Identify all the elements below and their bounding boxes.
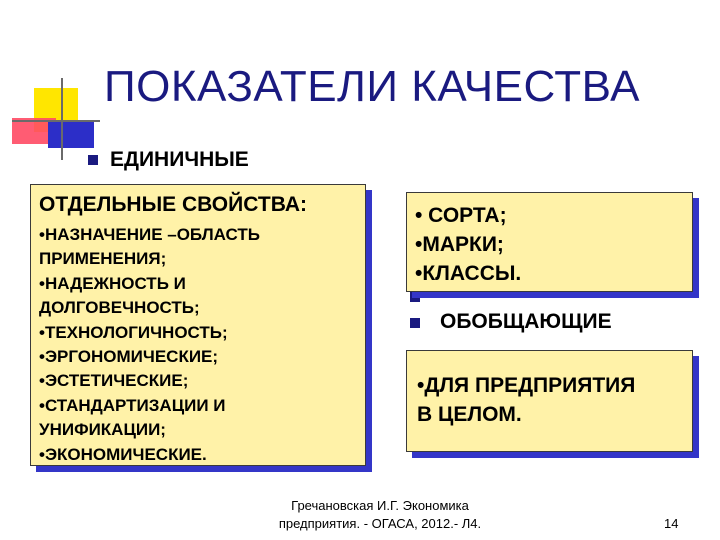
bullet-general: ОБОБЩАЮЩИЕ [440,310,612,333]
property-line: •НАЗНАЧЕНИЕ –ОБЛАСТЬ [39,225,260,244]
slide-title: ПОКАЗАТЕЛИ КАЧЕСТВА [104,62,640,111]
sorts-line: • СОРТА; [415,204,507,227]
individual-properties-box [30,184,366,466]
decor-vertical-line [61,78,63,160]
decor-horizontal-line [12,120,100,122]
page-number: 14 [664,516,679,531]
enterprise-box [406,350,693,452]
individual-properties-heading: ОТДЕЛЬНЫЕ СВОЙСТВА: [39,193,307,216]
property-line: ПРИМЕНЕНИЯ; [39,249,167,269]
footer-line: Гречановская И.Г. Экономика [291,498,469,513]
property-line: •СТАНДАРТИЗАЦИИ И [39,395,226,415]
bullet-single: ЕДИНИЧНЫЕ [110,148,249,171]
property-line: •ТЕХНОЛОГИЧНОСТЬ; [39,322,228,342]
property-line: •ЭСТЕТИЧЕСКИЕ; [39,371,189,391]
property-line: •ЭКОНОМИЧЕСКИЕ. [39,444,207,464]
bullet-square-icon [88,155,98,165]
property-line: ДОЛГОВЕЧНОСТЬ; [39,298,200,318]
sorts-line: •МАРКИ; [415,233,504,256]
footer-credit [250,497,510,533]
bullet-square-icon [410,292,420,302]
decor-blue-square [48,120,94,148]
property-line: •НАДЕЖНОСТЬ И [39,273,186,293]
sorts-box [406,192,693,292]
enterprise-line: •ДЛЯ ПРЕДПРИЯТИЯ [417,374,636,397]
property-line: •ЭРГОНОМИЧЕСКИЕ; [39,347,219,367]
sorts-line: •КЛАССЫ. [415,262,522,285]
bullet-square-icon [410,318,420,328]
property-line: УНИФИКАЦИИ; [39,420,166,440]
footer-line: предприятия. - ОГАСА, 2012.- Л4. [278,516,482,531]
enterprise-line: В ЦЕЛОМ. [417,403,522,426]
